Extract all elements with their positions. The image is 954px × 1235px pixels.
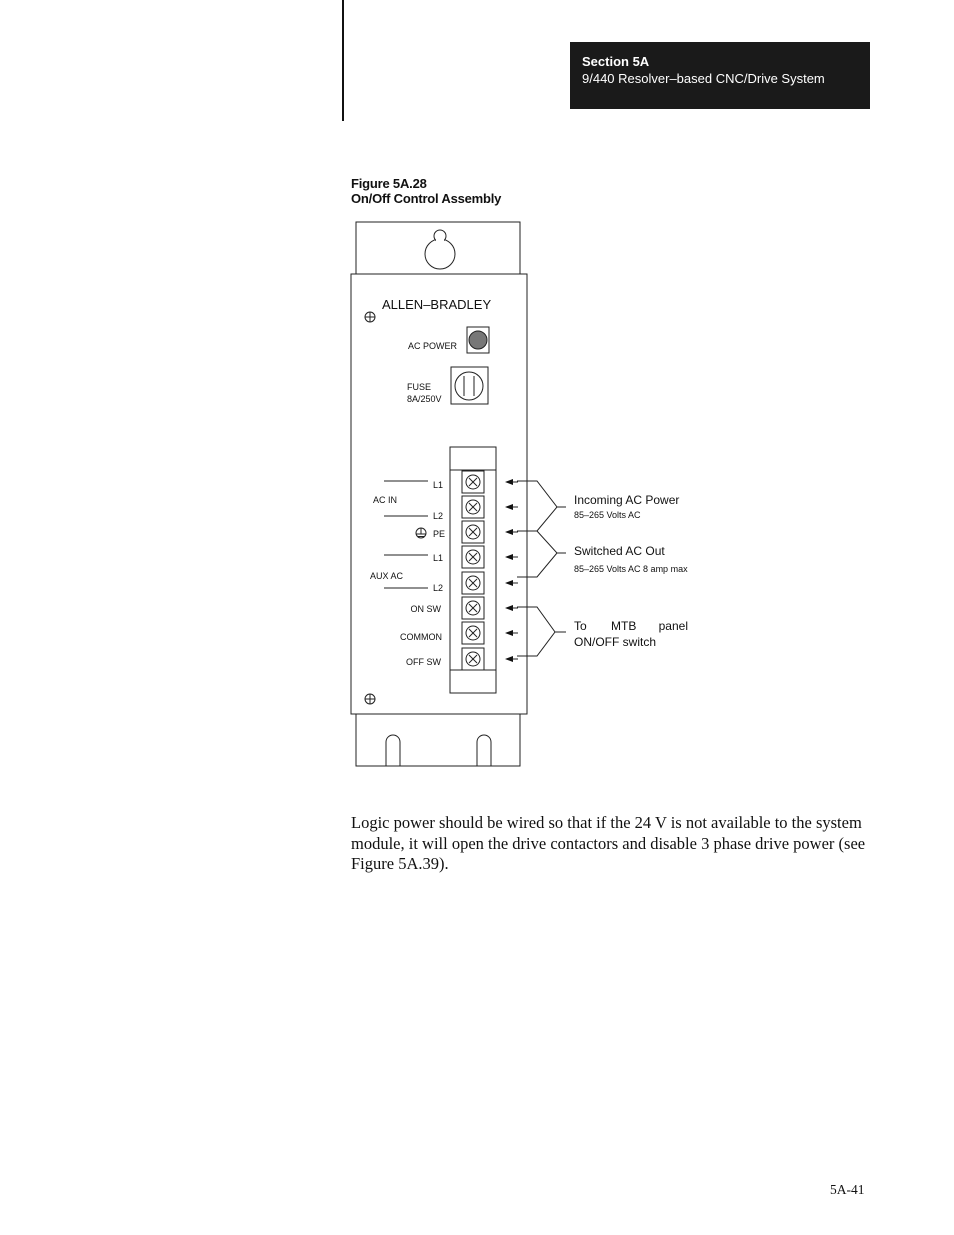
terminal-screw-icon [462,546,484,568]
page-number: 5A-41 [830,1182,865,1197]
switched-ac-sub: 85–265 Volts AC 8 amp max [574,564,688,574]
incoming-ac-sub: 85–265 Volts AC [574,510,641,520]
terminal-label-l2: L2 [432,511,443,521]
terminal-label-off-sw: OFF SW [406,657,441,667]
mtb-word-mtb: MTB [611,619,637,633]
mtb-line2: ON/OFF switch [574,635,657,649]
ac-power-indicator-icon [469,331,487,349]
mount-slot-right [477,735,491,766]
terminal-screw-icon [462,496,484,518]
control-panel [351,274,527,714]
fuse-rating: 8A/250V [407,394,442,404]
body-paragraph: Logic power should be wired so that if the 24 V is not available to the system module, it will open the drive contactors and disable 3 phase drive power (see Figure 5A.39). [351,813,866,873]
terminal-screw-icon [462,648,484,670]
terminal-screw-icon [462,597,484,619]
fuse-label: FUSE [407,382,432,392]
bottom-mount-tab [356,714,520,766]
mount-slot-left [386,735,400,766]
terminal-screw-icon [462,572,484,594]
figure-title: On/Off Control Assembly [351,191,502,206]
fuse-holder [451,367,488,404]
top-mount-tab [356,222,520,274]
switched-ac-title: Switched AC Out [574,544,665,558]
terminal-label-l1: L1 [432,480,443,490]
terminal-label-on-sw: ON SW [410,604,441,614]
ac-power-label: AC POWER [408,341,458,351]
aux-ac-label: AUX AC [370,571,404,581]
terminal-screw-icon [462,622,484,644]
screw-bottom-icon [365,694,375,704]
section-title: Section 5A [582,54,650,69]
mtb-word-panel: panel [658,619,688,633]
incoming-ac-title: Incoming AC Power [574,493,680,507]
mtb-word-to: To [574,619,587,633]
screw-top-icon [365,312,375,322]
figure-number: Figure 5A.28 [351,176,427,191]
terminal-screw-icon [462,521,484,543]
brand-label: ALLEN–BRADLEY [382,297,492,312]
ac-in-label: AC IN [373,495,398,505]
terminal-label-aux-l2: L2 [432,583,443,593]
terminal-label-common: COMMON [400,632,442,642]
terminal-screw-icon [462,471,484,493]
section-subtitle: 9/440 Resolver–based CNC/Drive System [582,71,825,86]
terminal-label-aux-l1: L1 [432,553,443,563]
terminal-label-pe: PE [432,529,445,539]
